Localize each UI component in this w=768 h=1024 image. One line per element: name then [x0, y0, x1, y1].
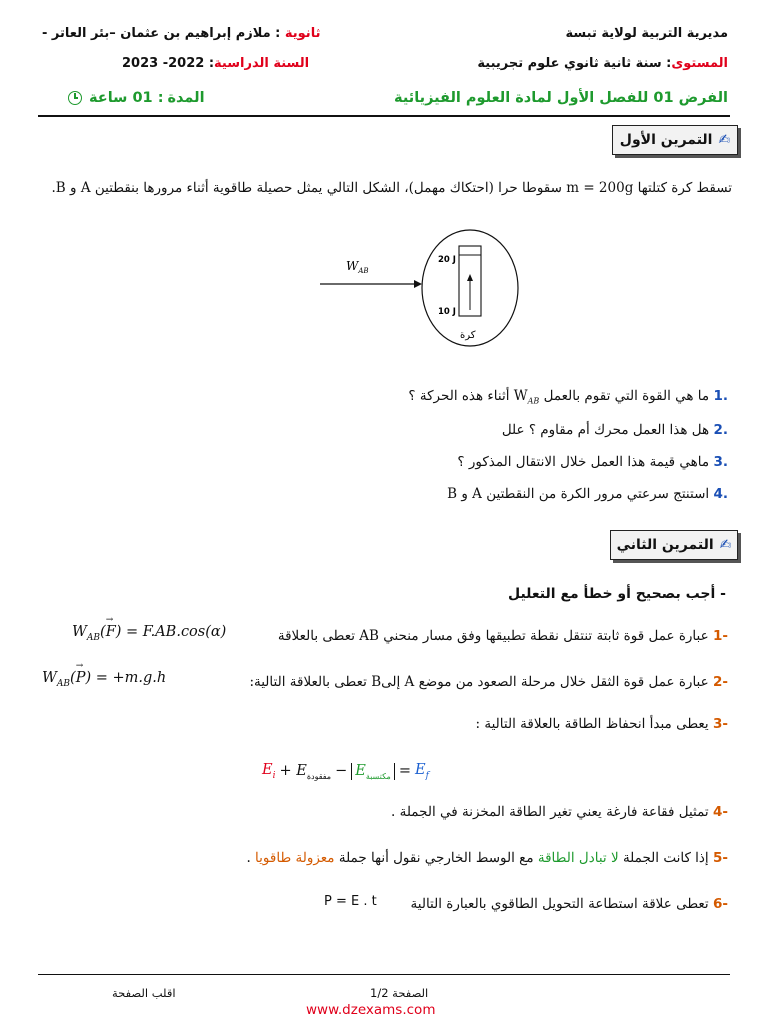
- question-3-text: ماهي قيمة هذا العمل خلال الانتقال المذكور ؟: [457, 454, 710, 470]
- item-3-num: -3: [712, 716, 728, 732]
- item-4-text: تمثيل فقاعة فارغة يعني تغير الطاقة المخزنة في الجملة .: [391, 804, 709, 820]
- ei-term: $E_i$: [262, 762, 276, 781]
- question-2-text: هل هذا العمل محرك أم مقاوم ؟ علل: [501, 422, 710, 438]
- item-5-text-e: .: [246, 850, 256, 866]
- ef-term: $E_f$: [414, 762, 429, 781]
- item-2-text: عبارة عمل قوة الثقل خلال مرحلة الصعود من موضع A إلىB تعطى بالعلاقة التالية:: [249, 674, 709, 690]
- item-1-text: عبارة عمل قوة ثابتة تنتقل نقطة تطبيقها وفق مسار منحني AB تعطى بالعلاقة: [277, 628, 709, 644]
- item-6-text: تعطى علاقة استطاعة التحويل الطاقوي بالعبارة التالية: [410, 896, 709, 912]
- header-divider: [38, 115, 730, 117]
- conservation-formula: [262, 762, 429, 781]
- exercise2-title: [610, 530, 738, 560]
- pen-icon: ✍: [719, 537, 732, 553]
- item-1: [278, 628, 728, 644]
- top-energy-value: 20 J: [438, 255, 456, 265]
- year-line: [122, 56, 309, 71]
- item-5-text-c: مع الوسط الخارجي نقول أنها جملة: [334, 850, 538, 866]
- minus-sign: −: [335, 763, 348, 780]
- gained-term: $E_{مكتسبة}$: [351, 763, 395, 781]
- question-2: [502, 422, 728, 438]
- item-6: [411, 896, 728, 912]
- level-line: [477, 56, 728, 71]
- question-2-num: .2: [713, 422, 728, 438]
- directorate: مديرية التربية لولاية تبسة: [565, 26, 728, 41]
- exercise2-title-text: التمرين الثاني: [616, 537, 714, 553]
- item-1-num: -1: [712, 628, 728, 644]
- question-1-sub: AB: [527, 396, 540, 406]
- school-name: : ملازم إبراهيم بن عثمان –بئر العاتر -: [42, 26, 285, 41]
- website-link[interactable]: www.dzexams.com: [306, 1002, 436, 1018]
- item-6-formula: P = E . t: [324, 894, 377, 909]
- tank-arrow-head: [467, 274, 473, 281]
- level-label: المستوى: [671, 56, 728, 71]
- equals-sign: =: [398, 763, 411, 780]
- school-label: ثانوية: [284, 26, 321, 41]
- item-5: [246, 850, 728, 866]
- work-arrow-head: [414, 280, 422, 288]
- item-6-num: -6: [712, 896, 728, 912]
- item-2-formula: $W_{AB}(P$ → ) = +m.g.h: [42, 661, 167, 689]
- clock-icon: [68, 91, 82, 105]
- question-1: [408, 388, 728, 406]
- duration-label: المدة: [167, 90, 205, 106]
- question-1-num: .1: [713, 388, 728, 404]
- question-1-tail: أثناء هذه الحركة ؟: [408, 388, 514, 404]
- exercise1-title: [612, 125, 738, 155]
- item-5-text-d: معزولة طاقويا: [255, 850, 335, 866]
- item-5-text-a: إذا كانت الجملة: [618, 850, 709, 866]
- question-4-text: استنتج سرعتي مرور الكرة من النقطتين A و B: [447, 486, 710, 502]
- energy-chain-figure: [318, 228, 548, 348]
- figure-caption: كرة: [460, 330, 476, 341]
- item-5-text-b: لا تبادل الطاقة: [537, 850, 619, 866]
- level-value: : سنة ثانية ثانوي علوم تجريبية: [477, 56, 672, 71]
- arrow-label: $W_{AB}$: [346, 259, 369, 275]
- exercise1-title-text: التمرين الأول: [619, 132, 713, 148]
- turn-page: اقلب الصفحة: [112, 986, 176, 1000]
- exercise2-instruction: - أجب بصحيح أو خطأ مع التعليل: [507, 586, 726, 602]
- question-3-num: .3: [713, 454, 728, 470]
- footer-divider: [38, 974, 730, 975]
- pen-icon: ✍: [718, 132, 731, 148]
- bottom-energy-value: 10 J: [438, 307, 456, 317]
- exam-title: الفرض 01 للفصل الأول لمادة العلوم الفيزيائية: [394, 90, 728, 106]
- item-3-text: يعطى مبدأ انحفاظ الطاقة بالعلاقة التالية :: [475, 716, 709, 732]
- item-2-num: -2: [712, 674, 728, 690]
- question-4: [447, 486, 728, 502]
- item-5-num: -5: [712, 850, 728, 866]
- exercise1-statement: تسقط كرة كتلتها m = 200g سقوطا حرا (احتكاك مهمل)، الشكل التالي يمثل حصيلة طاقوية أثناء مرورها بنقطتين A و B.: [51, 180, 732, 196]
- year-value: : 2022- 2023: [122, 56, 215, 71]
- question-4-num: .4: [713, 486, 728, 502]
- question-3: [457, 454, 728, 470]
- question-1-text: ما هي القوة التي تقوم بالعمل W: [513, 388, 710, 404]
- item-4: [391, 804, 728, 820]
- item-4-num: -4: [712, 804, 728, 820]
- lost-term: + $E_{مفقودة}$: [279, 762, 332, 781]
- item-1-formula: $W_{AB}(F$ → ) = F.AB.cos(α): [72, 615, 227, 643]
- duration-value: : 01 ساعة: [89, 90, 164, 106]
- page-number: الصفحة 1/2: [370, 986, 429, 1000]
- school-line: [42, 26, 320, 41]
- year-label: السنة الدراسية: [214, 56, 310, 71]
- item-2: [249, 674, 728, 690]
- duration-line: [68, 90, 205, 106]
- item-3: [476, 716, 728, 732]
